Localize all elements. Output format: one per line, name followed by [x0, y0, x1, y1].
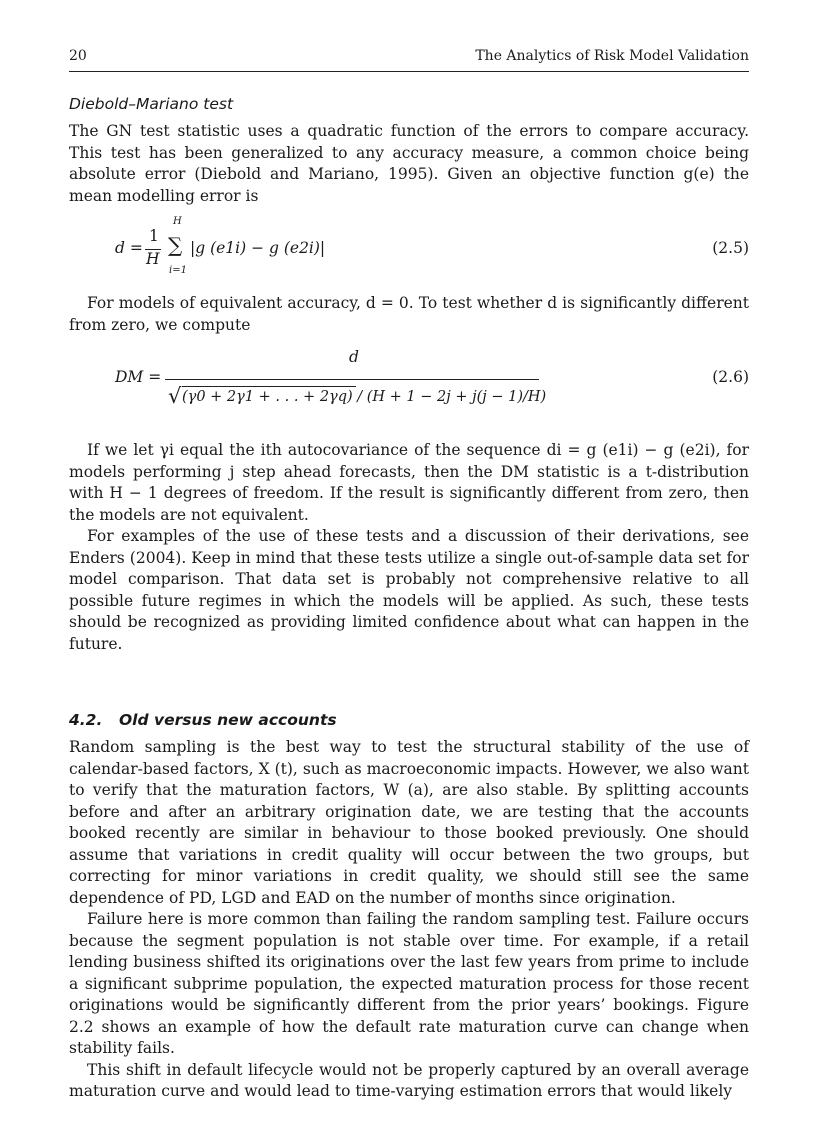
equation-2-6 — [69, 346, 749, 426]
eq25-sum-lower: i=1 — [169, 265, 187, 276]
section-title: Old versus new accounts — [119, 711, 337, 729]
eq25-number: (2.5) — [712, 239, 749, 257]
section-number: 4.2. — [69, 711, 103, 729]
paragraph-equivalent-accuracy: For models of equivalent accuracy, d = 0. To test whether d is significantly different from zero, we compute — [69, 294, 749, 334]
running-header — [69, 48, 749, 72]
eq26-lhs: DM = — [115, 368, 162, 386]
paragraph-failure: Failure here is more common than failing the random sampling test. Failure occurs because the segment population is not stable over time. For example, if a retail lending business shifted its originations over the last few years from prime to include a significant subprime population, the expected maturation process for those recent originations would be significantly different from the prior years’ bookings. Figure 2.2 shows an example of how the default rate maturation curve can change when stability fails. — [69, 910, 749, 1057]
eq26-numerator: d — [349, 348, 359, 366]
dm-test-heading: Diebold–Mariano test — [69, 95, 234, 113]
section-heading — [69, 711, 749, 729]
paragraph-enders: For examples of the use of these tests and a discussion of their derivations, see Enders (2004). Keep in mind that these tests utilize a single out-of-sample data set for model comparison. That data set is probably not comprehensive relative to all possible future regimes in which the models will be applied. As such, these tests should be recognized as providing limited confidence about what can happen in the future. — [69, 527, 749, 653]
paragraph-random-sampling: Random sampling is the best way to test the structural stability of the use of calendar-based factors, X (t), such as macroeconomic impacts. However, we also want to verify that the maturation factors, W (a), are also stable. By splitting accounts before and after an arbitrary origination date, we are testing that the accounts booked recently are similar in behaviour to those booked previously. One should assume that variations in credit quality will occur between the two groups, but correcting for minor variations in credit quality, we should still see the same dependence of PD, LGD and EAD on the number of months since origination. — [69, 738, 749, 907]
eq25-body: |g (e1i) − g (e2i)| — [190, 239, 326, 257]
paragraph-autocovariance: If we let γi equal the ith autocovariance of the sequence di = g (e1i) − g (e2i), for models performing j step ahead forecasts, then the DM statistic is a t-distribution with H − 1 degrees of freedom. If the result is significantly different from zero, then the models are not equivalent. — [69, 441, 749, 524]
square-root-icon: √ — [168, 384, 182, 408]
eq25-lhs: d = — [115, 239, 143, 257]
eq26-denominator: (γ0 + 2γ1 + . . . + 2γq) / (H + 1 − 2j + j(j − 1)/H) — [182, 389, 547, 405]
eq26-root-bar — [182, 386, 356, 387]
page — [69, 48, 749, 1103]
eq26-fraction-bar — [165, 379, 539, 380]
paragraph-default-lifecycle: This shift in default lifecycle would not be properly captured by an overall average maturation curve and would lead to time-varying estimation errors that would likely — [69, 1060, 749, 1100]
eq25-numerator: 1 — [149, 227, 159, 245]
equation-2-5 — [69, 213, 749, 285]
eq25-sum-upper: H — [173, 216, 182, 227]
eq25-denominator: H — [146, 250, 160, 268]
eq26-number: (2.6) — [712, 368, 749, 386]
summation-icon: ∑ — [168, 233, 183, 257]
running-title: The Analytics of Risk Model Validation — [475, 48, 749, 64]
page-number: 20 — [69, 48, 87, 64]
paragraph-gn-test: The GN test statistic uses a quadratic function of the errors to compare accuracy. This test has been generalized to any accuracy measure, a common choice being absolute error (Diebold and Mariano, 1995). Given an objective function g(e) the mean modelling error is — [69, 122, 749, 205]
